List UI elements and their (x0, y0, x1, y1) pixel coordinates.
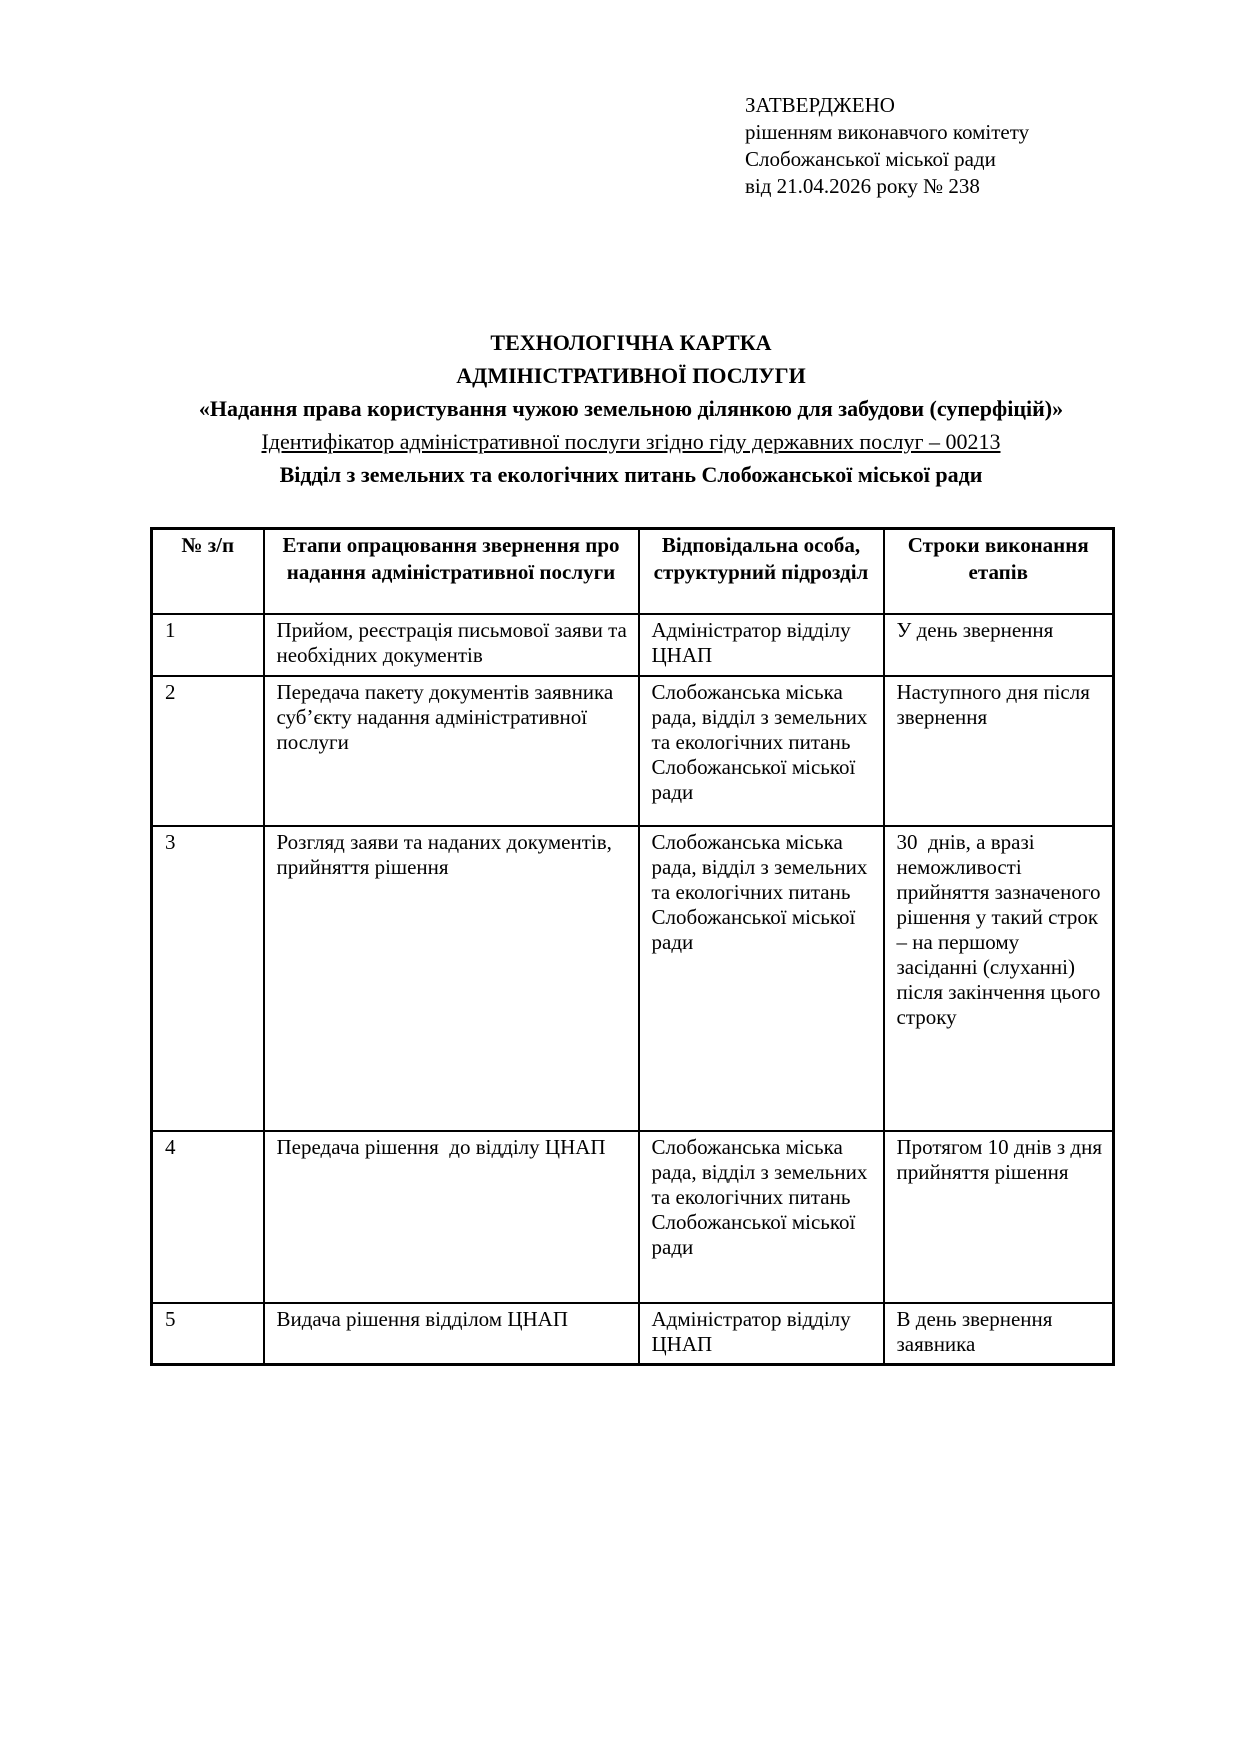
row-number-cell: 3 (152, 826, 264, 1131)
department-name: Відділ з земельних та екологічних питань Слобожанської міської ради (279, 462, 983, 487)
title-block (150, 326, 1112, 491)
table-header-row (152, 529, 1114, 614)
approval-line: рішенням виконавчого комітету (745, 120, 1030, 144)
row-number-cell: 4 (152, 1131, 264, 1303)
stages-table (150, 527, 1115, 1366)
service-name: «Надання права користування чужою земельною ділянкою для забудови (суперфіцій)» (198, 396, 1064, 421)
responsible-cell: Слобожанська міська рада, відділ з земельних та екологічних питань Слобожанської міської ради (639, 826, 884, 1131)
term-cell: Протягом 10 днів з дня прийняття рішення (884, 1131, 1114, 1303)
row-number-cell: 2 (152, 676, 264, 826)
header-cell-number: № з/п (152, 529, 264, 614)
term-cell: В день звернення заявника (884, 1303, 1114, 1365)
table-row (152, 1303, 1114, 1365)
stage-cell: Передача рішення до відділу ЦНАП (264, 1131, 639, 1303)
term-cell: У день звернення (884, 614, 1114, 676)
approval-block (745, 92, 1112, 200)
stage-cell: Прийом, реєстрація письмової заяви та необхідних документів (264, 614, 639, 676)
responsible-cell: Слобожанська міська рада, відділ з земельних та екологічних питань Слобожанської міської ради (639, 676, 884, 826)
header-cell-stage: Етапи опрацювання звернення про надання адміністративної послуги (264, 529, 639, 614)
table-row (152, 676, 1114, 826)
header-cell-responsible: Відповідальна особа, структурний підрозділ (639, 529, 884, 614)
table-row (152, 614, 1114, 676)
header-cell-term: Строки виконання етапів (884, 529, 1114, 614)
responsible-cell: Слобожанська міська рада, відділ з земельних та екологічних питань Слобожанської міської ради (639, 1131, 884, 1303)
stage-cell: Передача пакету документів заявника суб’єкту надання адміністративної послуги (264, 676, 639, 826)
approval-line: ЗАТВЕРДЖЕНО (745, 93, 895, 117)
approval-line: Слобожанської міської ради (745, 147, 996, 171)
term-cell: 30 днів, а вразі неможливості прийняття зазначеного рішення у такий строк – на першому засіданні (слуханні) після закінчення цього строку (884, 826, 1114, 1131)
approval-line: від 21.04.2026 року № 238 (745, 174, 980, 198)
document-title: ТЕХНОЛОГІЧНА КАРТКА (490, 330, 772, 355)
document-subtitle: АДМІНІСТРАТИВНОЇ ПОСЛУГИ (456, 363, 806, 388)
responsible-cell: Адміністратор відділу ЦНАП (639, 614, 884, 676)
stage-cell: Видача рішення відділом ЦНАП (264, 1303, 639, 1365)
stage-cell: Розгляд заяви та наданих документів, прийняття рішення (264, 826, 639, 1131)
term-cell: Наступного дня після звернення (884, 676, 1114, 826)
responsible-cell: Адміністратор відділу ЦНАП (639, 1303, 884, 1365)
table-row (152, 1131, 1114, 1303)
table-row (152, 826, 1114, 1131)
row-number-cell: 1 (152, 614, 264, 676)
row-number-cell: 5 (152, 1303, 264, 1365)
service-identifier: Ідентифікатор адміністративної послуги згідно гіду державних послуг – 00213 (261, 429, 1001, 454)
